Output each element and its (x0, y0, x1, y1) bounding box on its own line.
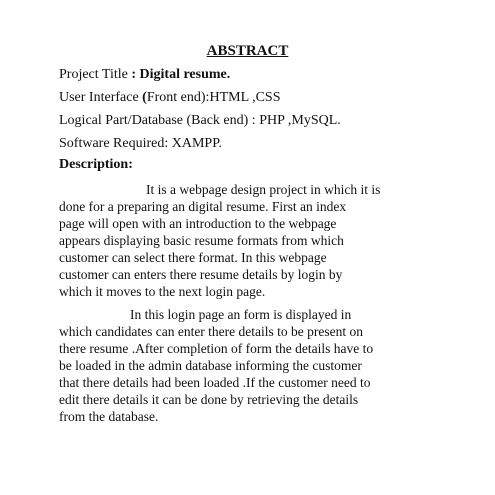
description-heading: Description: (59, 157, 133, 172)
paragraph-2-line: that there details had been loaded .If the customer need to (59, 375, 371, 390)
paragraph-2-line: be loaded in the admin database informing the customer (59, 358, 362, 373)
field-label: Logical Part/Database (Back end) : (59, 113, 260, 128)
paragraph-2-line: from the database. (59, 409, 159, 424)
field-value: Digital resume. (139, 67, 231, 82)
paragraph-1-line: It is a webpage design project in which it is (146, 182, 381, 197)
field-user-interface (59, 89, 281, 107)
field-logical-part (59, 112, 341, 130)
paragraph-2-line: there resume .After completion of form the details have to (59, 341, 374, 356)
paragraph-1-line: which it moves to the next login page. (59, 284, 266, 299)
field-separator: : (131, 67, 140, 82)
paragraph-1-line: done for a preparing an digital resume. First an index (59, 199, 347, 214)
field-label-rest: Front end): (146, 90, 210, 105)
paragraph-1-line: customer can enters there resume details by login by (59, 267, 343, 282)
field-paren: ( (142, 90, 147, 105)
field-label: Project Title (59, 67, 132, 82)
paragraph-2-line: which candidates can enter there details to be present on (59, 324, 364, 339)
field-value: PHP ,MySQL. (259, 113, 341, 128)
paragraph-2-line: edit there details it can be done by retrieving the details (59, 392, 359, 407)
field-label: User Interface (59, 90, 143, 105)
paragraph-1-line: customer can select there format. In this webpage (59, 250, 327, 265)
paragraph-1-line: appears displaying basic resume formats from which (59, 233, 344, 248)
paragraph-2-line: In this login page an form is displayed in (130, 307, 352, 322)
field-value: XAMPP. (171, 136, 222, 151)
field-software-required (59, 135, 222, 153)
field-label: Software Required: (59, 136, 172, 151)
paragraph-1-line: page will open with an introduction to the webpage (59, 216, 337, 231)
document-title: ABSTRACT (206, 43, 289, 59)
field-project-title (59, 66, 230, 84)
field-value: HTML ,CSS (209, 90, 281, 105)
